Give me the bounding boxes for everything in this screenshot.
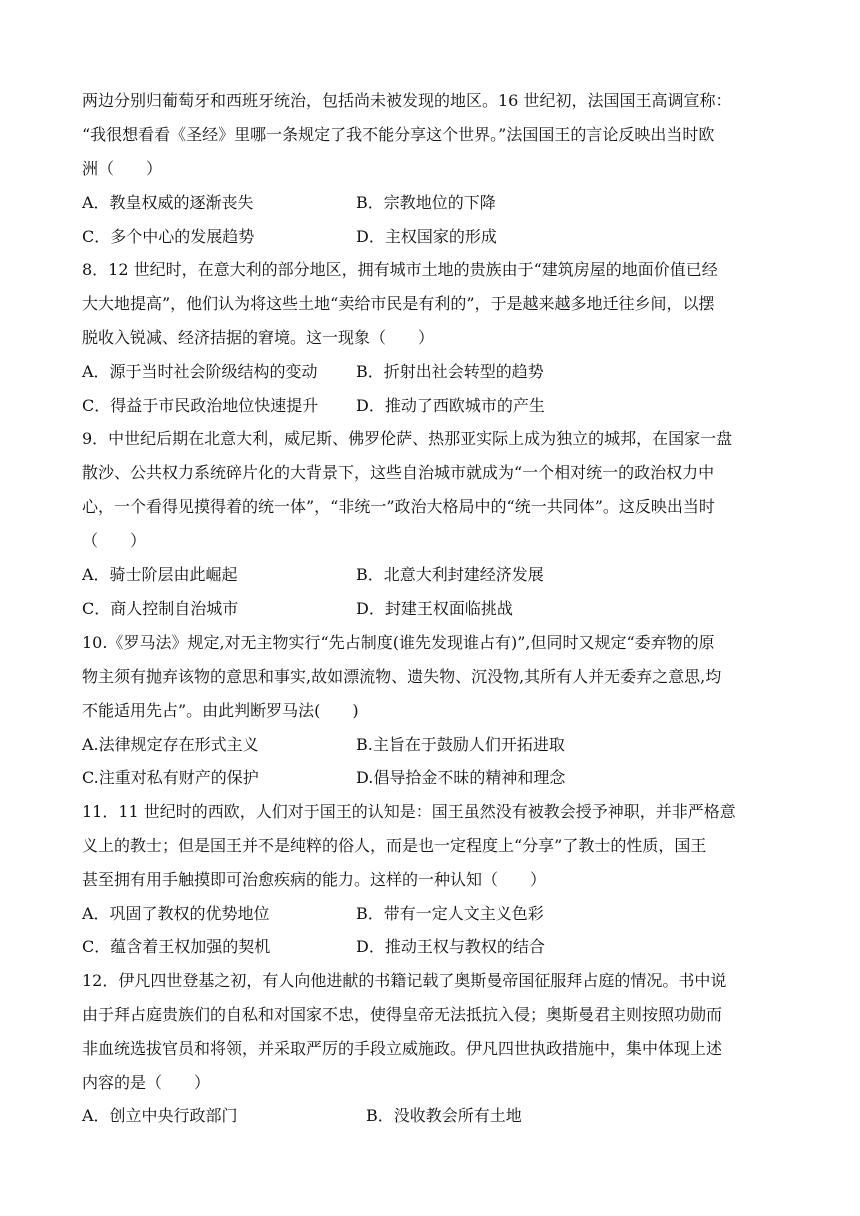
q10-option-a: A.法律规定存在形式主义: [82, 735, 259, 754]
q11-option-c: C．蕴含着王权加强的契机: [82, 937, 271, 956]
q12-line-3: 非血统选拔官员和将领，并采取严厉的手段立威施政。伊凡四世执政措施中，集中体现上述: [82, 1039, 723, 1058]
q11-option-a: A．巩固了教权的优势地位: [82, 904, 270, 923]
q8-option-b: B．折射出社会转型的趋势: [356, 362, 544, 381]
q12-line-4: 内容的是（ ）: [82, 1073, 211, 1092]
q9-line-1: 9．中世纪后期在北意大利，威尼斯、佛罗伦萨、热那亚实际上成为独立的城邦，在国家一盘: [82, 429, 733, 448]
q11-option-b: B．带有一定人文主义色彩: [356, 904, 544, 923]
q11-line-3: 甚至拥有用手触摸即可治愈疾病的能力。这样的一种认知（ ）: [82, 870, 547, 889]
q9-option-d: D．封建王权面临挑战: [356, 599, 513, 618]
q8-option-d: D．推动了西欧城市的产生: [356, 396, 545, 415]
q7-line-3: 洲（ ）: [82, 159, 163, 178]
q9-line-2: 散沙、公共权力系统碎片化的大背景下，这些自治城市就成为“一个相对统一的政治权力中: [82, 463, 715, 482]
q8-line-3: 脱收入锐减、经济拮据的窘境。这一现象（ ）: [82, 328, 435, 347]
q10-option-d: D.倡导拾金不昧的精神和理念: [356, 768, 566, 787]
q12-option-a: A．创立中央行政部门: [82, 1106, 238, 1125]
q7-option-a: A．教皇权威的逐渐丧失: [82, 193, 254, 212]
q7-option-d: D．主权国家的形成: [356, 227, 497, 246]
q7-option-b: B．宗教地位的下降: [356, 193, 496, 212]
q9-line-3: 心，一个看得见摸得着的统一体”，“非统一”政治大格局中的“统一共同体”。这反映出当时: [82, 497, 715, 516]
q8-line-1: 8．12 世纪时，在意大利的部分地区，拥有城市土地的贵族由于“建筑房屋的地面价值已经: [82, 260, 718, 279]
q10-line-2: 物主须有抛弃该物的意思和事实,故如漂流物、遗失物、沉没物,其所有人并无委弃之意思,均: [82, 667, 722, 686]
q11-line-1: 11．11 世纪时的西欧，人们对于国王的认知是：国王虽然没有被教会授予神职，并非严格意: [82, 802, 736, 821]
q10-option-b: B.主旨在于鼓励人们开拓进取: [356, 735, 565, 754]
q7-line-2: “我很想看看《圣经》里哪一条规定了我不能分享这个世界。”法国国王的言论反映出当时欧: [82, 125, 715, 144]
q11-option-d: D．推动王权与教权的结合: [356, 937, 545, 956]
q10-option-c: C.注重对私有财产的保护: [82, 768, 259, 787]
q9-option-b: B．北意大利封建经济发展: [356, 565, 544, 584]
q12-option-b: B．没收教会所有土地: [366, 1106, 522, 1125]
q7-line-1: 两边分别归葡萄牙和西班牙统治，包括尚未被发现的地区。16 世纪初，法国国王高调宣称：: [82, 91, 732, 110]
q9-line-4: （ ）: [82, 531, 147, 550]
q8-option-c: C．得益于市民政治地位快速提升: [82, 396, 319, 415]
q10-line-3: 不能适用先占”。由此判断罗马法( ): [82, 701, 359, 720]
q11-line-2: 义上的教士；但是国王并不是纯粹的俗人，而是也一定程度上“分享”了教士的性质，国王: [82, 836, 707, 855]
q9-option-c: C．商人控制自治城市: [82, 599, 239, 618]
q8-option-a: A．源于当时社会阶级结构的变动: [82, 362, 318, 381]
q9-option-a: A．骑士阶层由此崛起: [82, 565, 238, 584]
q7-option-c: C．多个中心的发展趋势: [82, 227, 255, 246]
q10-line-1: 10.《罗马法》规定,对无主物实行“先占制度(谁先发现谁占有)”,但同时又规定“委弃物的原: [82, 633, 715, 652]
q12-line-2: 由于拜占庭贵族们的自私和对国家不忠，使得皇帝无法抵抗入侵；奥斯曼君主则按照功勋而: [82, 1005, 723, 1024]
q12-line-1: 12．伊凡四世登基之初，有人向他进献的书籍记载了奥斯曼帝国征服拜占庭的情况。书中说: [82, 971, 727, 990]
q8-line-2: 大大地提高”，他们认为将这些土地“卖给市民是有利的”，于是越来越多地迁往乡间，以摆: [82, 294, 715, 313]
